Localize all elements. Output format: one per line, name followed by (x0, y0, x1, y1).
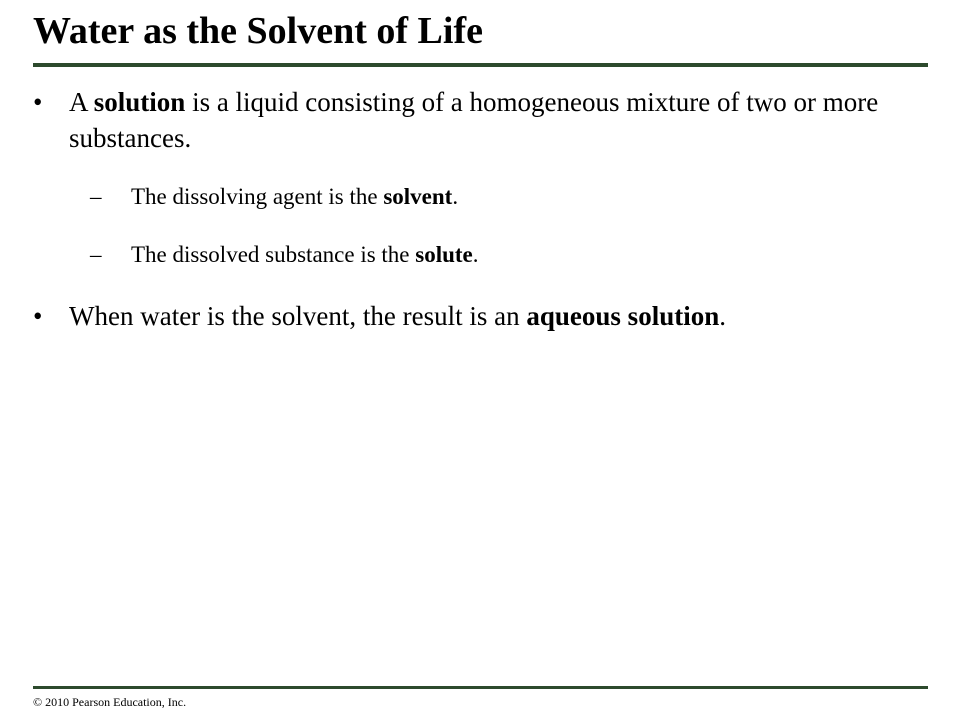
term-solvent: solvent (383, 184, 453, 209)
sub-bullet-text (131, 240, 479, 270)
sub-text-post: . (452, 184, 459, 209)
bullet-text-post: . (719, 301, 726, 331)
slide-title: Water as the Solvent of Life (33, 10, 483, 52)
term-solute: solute (415, 242, 473, 267)
copyright-notice: © 2010 Pearson Education, Inc. (33, 695, 187, 709)
dash-marker: – (90, 184, 102, 209)
sub-text-pre: The dissolved substance is the (131, 242, 416, 267)
bullet-text-pre: A (69, 87, 94, 117)
term-solution: solution (93, 87, 186, 117)
dash-marker: – (90, 242, 102, 267)
bullet-marker: • (33, 87, 43, 117)
sub-text-post: . (472, 242, 479, 267)
bullet-text (69, 84, 889, 156)
bullet-text-post: is a liquid consisting of a homogeneous mixture of two or more substances. (69, 87, 879, 153)
bullet-marker: • (33, 301, 43, 331)
term-aqueous-solution: aqueous solution (526, 301, 720, 331)
sub-bullet-text (131, 182, 458, 212)
bullet-text (69, 298, 889, 334)
sub-text-pre: The dissolving agent is the (131, 184, 384, 209)
title-divider (33, 63, 928, 67)
bullet-text-pre: When water is the solvent, the result is an (69, 301, 527, 331)
footer-divider (33, 686, 928, 689)
